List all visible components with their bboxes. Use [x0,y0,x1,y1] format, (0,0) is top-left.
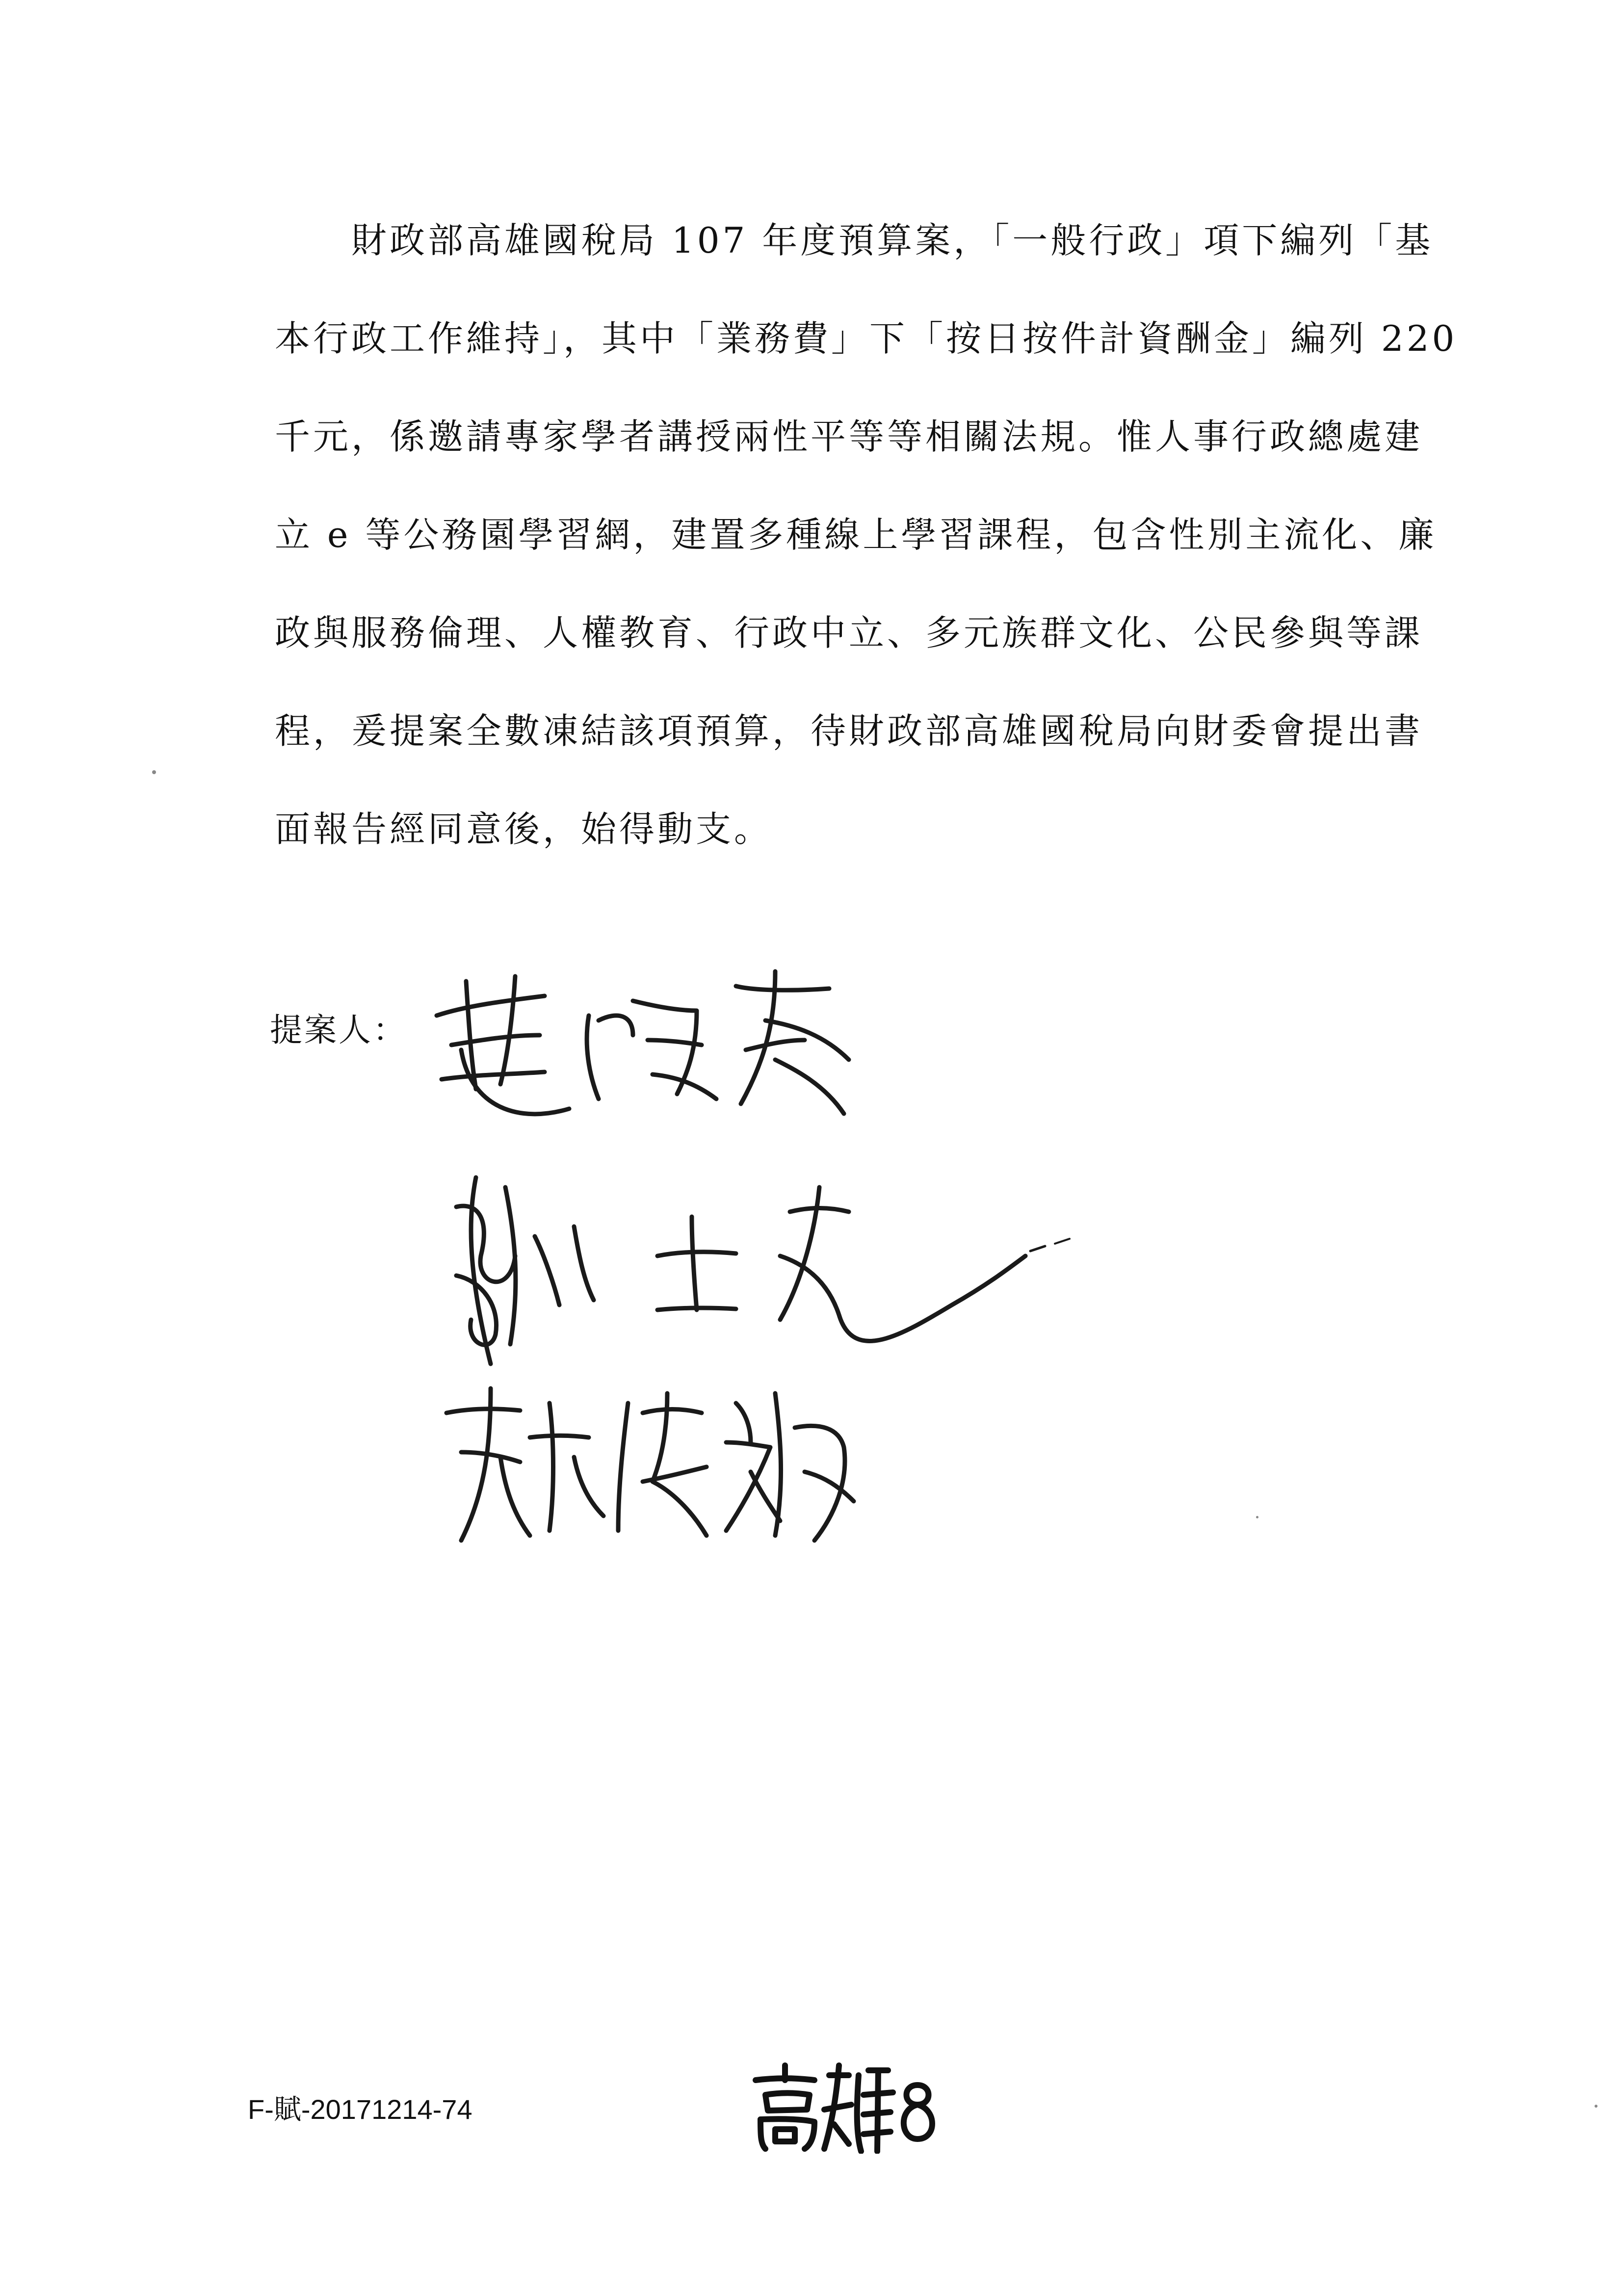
body-line-6: 程，爰提案全數凍結該項預算，待財政部高雄國稅局向財委會提出書 [275,710,1423,752]
scan-speck [152,770,156,774]
body-line-5: 政與服務倫理、人權教育、行政中立、多元族群文化、公民參與等課 [275,612,1423,653]
body-line-7: 面報告經同意後，始得動支。 [275,809,773,850]
signature-2 [437,1158,1114,1393]
scan-speck [1595,2105,1598,2108]
footer-handwritten-mark [746,2056,952,2154]
body-line-4: 立 e 等公務園學習網，建置多種線上學習課程，包含性別主流化、廉 [275,514,1437,555]
body-line-1: 財政部高雄國稅局 107 年度預算案，「一般行政」項下編列「基 [275,220,1434,261]
signature-3 [432,1374,903,1560]
signature-1 [422,962,893,1138]
document-id: F-賦-20171214-74 [248,2094,472,2125]
proposer-label: 提案人： [270,1011,407,1049]
body-line-2: 本行政工作維持」，其中「業務費」下「按日按件計資酬金」編列 220 [275,318,1458,359]
body-line-3: 千元，係邀請專家學者講授兩性平等等相關法規。惟人事行政總處建 [275,416,1423,457]
scan-speck [1256,1516,1258,1518]
